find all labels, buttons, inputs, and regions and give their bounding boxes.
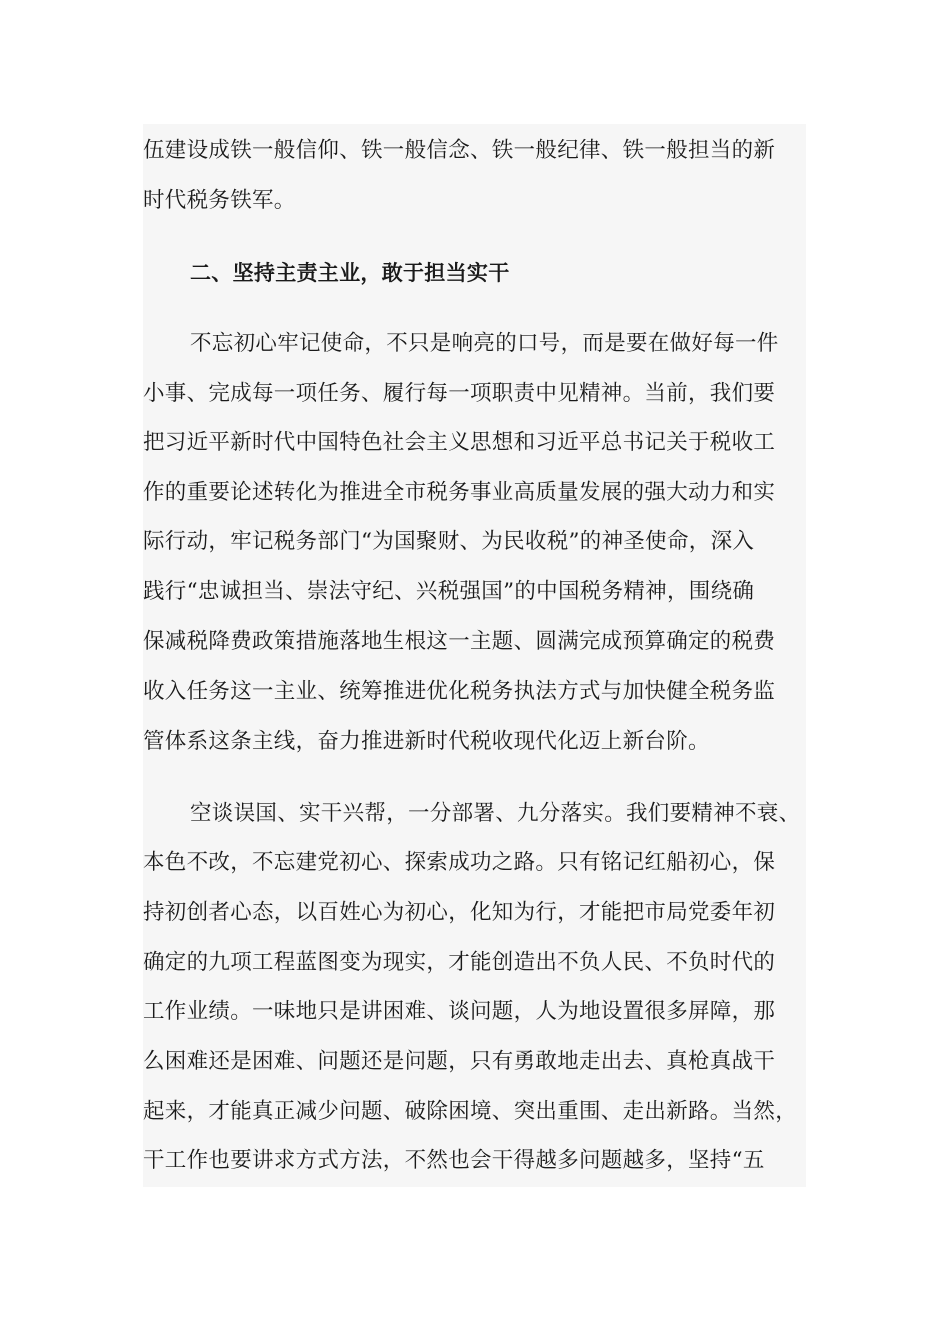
paragraph-1-line-3: 把习近平新时代中国特色社会主义思想和习近平总书记关于税收工 — [143, 430, 776, 455]
paragraph-1-line-1: 不忘初心牢记使命，不只是响亮的口号，而是要在做好每一件 — [190, 331, 779, 356]
continuation-line-1: 伍建设成铁一般信仰、铁一般信念、铁一般纪律、铁一般担当的新 — [143, 138, 776, 163]
paragraph-2-line-5: 工作业绩。一味地只是讲困难、谈问题，人为地设置很多屏障，那 — [143, 999, 776, 1024]
section-heading: 二、坚持主责主业，敢于担当实干 — [190, 261, 510, 285]
paragraph-2-line-8: 干工作也要讲求方式方法，不然也会干得越多问题越多，坚持“五 — [143, 1148, 765, 1173]
paragraph-2-line-2: 本色不改，不忘建党初心、探索成功之路。只有铭记红船初心，保 — [143, 850, 776, 875]
paragraph-2-line-6: 么困难还是困难、问题还是问题，只有勇敢地走出去、真枪真战干 — [143, 1049, 776, 1074]
paragraph-1-line-8: 收入任务这一主业、统筹推进优化税务执法方式与加快健全税务监 — [143, 679, 776, 704]
paragraph-1-line-2: 小事、完成每一项任务、履行每一项职责中见精神。当前，我们要 — [143, 381, 776, 406]
paragraph-2-line-7: 起来，才能真正减少问题、破除困境、突出重围、走出新路。当然， — [143, 1099, 798, 1124]
paragraph-2-line-4: 确定的九项工程蓝图变为现实，才能创造出不负人民、不负时代的 — [143, 950, 776, 975]
paragraph-1-line-4: 作的重要论述转化为推进全市税务事业高质量发展的强大动力和实 — [143, 480, 776, 505]
paragraph-2-line-3: 持初创者心态，以百姓心为初心，化知为行，才能把市局党委年初 — [143, 900, 776, 925]
paragraph-1-line-9: 管体系这条主线，奋力推进新时代税收现代化迈上新台阶。 — [143, 729, 710, 754]
paragraph-1-line-7: 保减税降费政策措施落地生根这一主题、圆满完成预算确定的税费 — [143, 629, 776, 654]
paragraph-1-line-6: 践行“忠诚担当、崇法守纪、兴税强国”的中国税务精神，围绕确 — [143, 579, 755, 604]
paragraph-2-line-1: 空谈误国、实干兴帮，一分部署、九分落实。我们要精神不衰、 — [190, 801, 801, 826]
paragraph-1-line-5: 际行动，牢记税务部门“为国聚财、为民收税”的神圣使命，深入 — [143, 529, 755, 554]
continuation-line-2: 时代税务铁军。 — [143, 188, 296, 213]
